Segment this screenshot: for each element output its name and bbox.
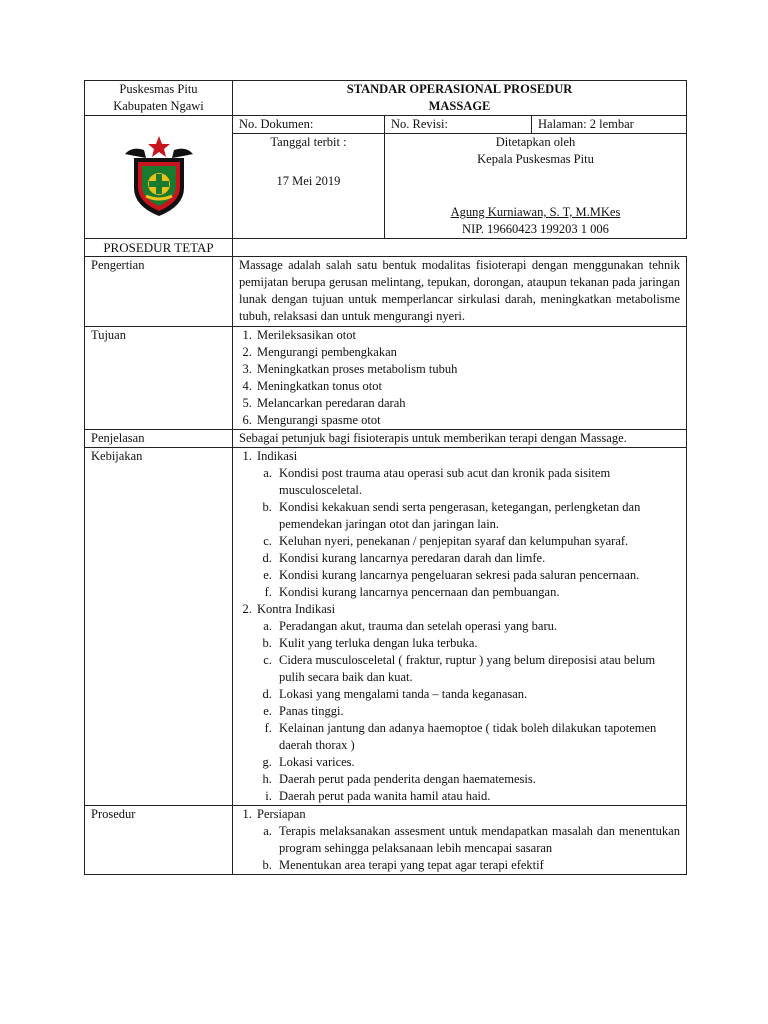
page-count-label: Halaman: 2 lembar [538,117,634,131]
list-item: f. Kondisi kurang lancarnya pencernaan dan pembuangan. [275,584,680,601]
list-item: f. Kelainan jantung dan adanya haemoptoe ( tidak boleh dilakukan tapotemen daerah thorax ) [275,720,680,754]
doc-subtitle: MASSAGE [428,99,491,113]
pengertian-text: Massage adalah salah satu bentuk modalitas fisioterapi dengan menggunakan tehnik pemijatan berupa gerusan melintang, tepukan, dorongan, ataupun tekanan pada jaringan lunak dengan tujuan untuk memperlancar sirkulasi darah, meningkatkan metabolisme tubuh, relaksasi dan untuk mengurangi nyeri. [233,257,687,327]
approved-by: Ditetapkan oleh [495,135,576,149]
prosedur-row [85,806,687,875]
list-item: a. Peradangan akut, trauma dan setelah operasi yang baru. [275,618,680,635]
list-item [255,806,680,874]
title-cell [233,81,687,116]
list-item: a. Kondisi post trauma atau operasi sub acut dan kronik pada sisitem musculosceletal. [275,465,680,499]
list-item: b. Kondisi kekakuan sendi serta pengerasan, ketegangan, perlengketan dan pemendekan jaringan otot dan jaringan lain. [275,499,680,533]
kontra-title: Kontra Indikasi [257,602,336,616]
doc-number-label: No. Dokumen: [239,117,314,131]
list-item: a. Terapis melaksanakan assesment untuk mendapatkan masalah dan menentukan program sehingga pelaksanaan lebih mencapai sasaran [275,823,680,857]
prosedur-tetap-label: PROSEDUR TETAP [103,240,214,255]
persiapan-list [257,823,680,874]
penjelasan-label: Penjelasan [85,430,233,448]
approval-cell [385,134,687,239]
list-item: c. Cidera musculosceletal ( fraktur, ruptur ) yang belum direposisi atau belum pulih secara baik dan kuat. [275,652,680,686]
doc-number-cell [233,116,385,134]
kebijakan-content [233,448,687,806]
issue-date: 17 Mei 2019 [276,174,341,188]
indikasi-list [257,465,680,601]
org-name: Puskesmas Pitu [119,82,198,96]
kebijakan-label: Kebijakan [85,448,233,806]
logo-cell [85,116,233,239]
list-item [255,601,680,805]
list-item [255,448,680,601]
issue-date-cell [233,134,385,239]
pengertian-row [85,257,687,327]
prosedur-tetap-cell [85,239,233,257]
list-item: 1. Merileksasikan otot [255,327,680,344]
list-item: 2. Mengurangi pembengkakan [255,344,680,361]
list-item: 3. Meningkatkan proses metabolism tubuh [255,361,680,378]
list-item: h. Daerah perut pada penderita dengan haematemesis. [275,771,680,788]
revision-cell [385,116,532,134]
indikasi-title: Indikasi [257,449,298,463]
signer-name: Agung Kurniawan, S. T, M.MKes [450,205,621,219]
prosedur-list [235,806,680,874]
list-item: 6. Mengurangi spasme otot [255,412,680,429]
tujuan-list [235,327,680,429]
list-item: e. Panas tinggi. [275,703,680,720]
puskesmas-shield-emblem-icon [122,132,196,218]
doc-title: STANDAR OPERASIONAL PROSEDUR [346,82,573,96]
issue-label: Tanggal terbit : [270,135,347,149]
penjelasan-row [85,430,687,448]
header-row [85,81,687,116]
list-item: d. Kondisi kurang lancarnya peredaran darah dan limfe. [275,550,680,567]
list-item: b. Kulit yang terluka dengan luka terbuka. [275,635,680,652]
list-item: g. Lokasi varices. [275,754,680,771]
list-item: 4. Meningkatkan tonus otot [255,378,680,395]
doc-meta-row [85,116,687,134]
tujuan-label: Tujuan [85,327,233,430]
kebijakan-row [85,448,687,806]
pengertian-label: Pengertian [85,257,233,327]
sop-table [84,80,687,875]
tujuan-row [85,327,687,430]
approver-title: Kepala Puskesmas Pitu [477,152,594,166]
prosedur-tetap-row [85,239,687,257]
kebijakan-list [235,448,680,805]
prosedur-label: Prosedur [85,806,233,875]
list-item: e. Kondisi kurang lancarnya pengeluaran sekresi pada saluran pencernaan. [275,567,680,584]
sop-document [84,80,686,875]
org-cell [85,81,233,116]
tujuan-content [233,327,687,430]
signer-nip: NIP. 19660423 199203 1 006 [462,222,609,236]
list-item: 5. Melancarkan peredaran darah [255,395,680,412]
revision-label: No. Revisi: [391,117,448,131]
page-count-cell [532,116,687,134]
list-item: c. Keluhan nyeri, penekanan / penjepitan syaraf dan kelumpuhan syaraf. [275,533,680,550]
prosedur-content [233,806,687,875]
penjelasan-text: Sebagai petunjuk bagi fisioterapis untuk memberikan terapi dengan Massage. [233,430,687,448]
kontra-list [257,618,680,805]
list-item: i. Daerah perut pada wanita hamil atau haid. [275,788,680,805]
persiapan-title: Persiapan [257,807,306,821]
list-item: d. Lokasi yang mengalami tanda – tanda keganasan. [275,686,680,703]
list-item: b. Menentukan area terapi yang tepat agar terapi efektif [275,857,680,874]
org-region: Kabupaten Ngawi [113,99,204,113]
